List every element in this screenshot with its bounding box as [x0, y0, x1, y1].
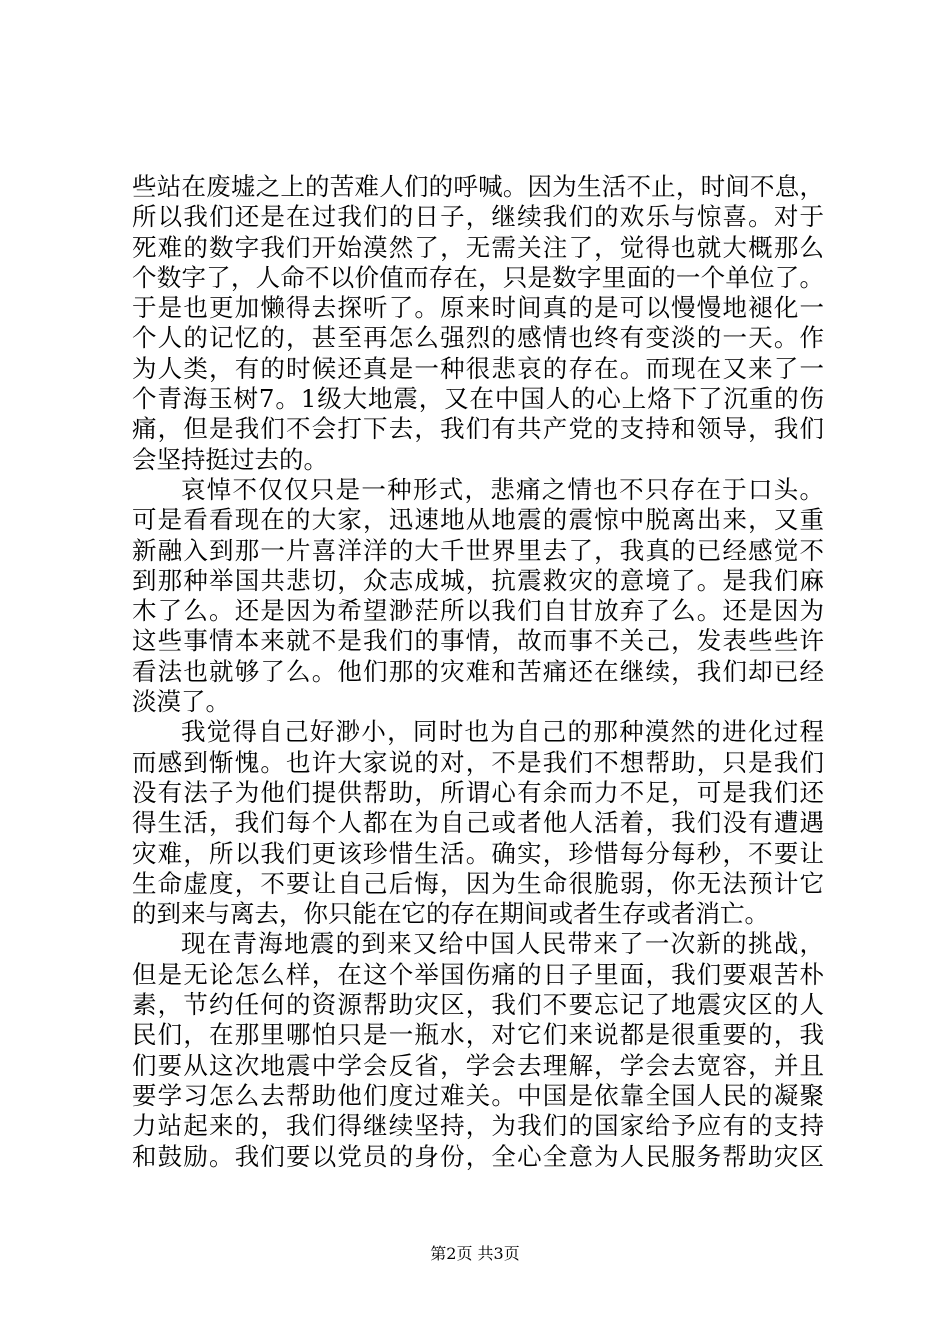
page-footer: 第2页 共3页	[430, 1244, 520, 1263]
text-line: 可是看看现在的大家，迅速地从地震的震惊中脱离出来，又重	[132, 505, 824, 535]
text-line: 和鼓励。我们要以党员的身份，全心全意为人民服务帮助灾区	[132, 1141, 824, 1171]
paragraph	[132, 929, 824, 1171]
text-line: 我觉得自己好渺小，同时也为自己的那种漠然的进化过程	[181, 717, 824, 747]
text-line: 个青海玉树7。1级大地震，又在中国人的心上烙下了沉重的伤	[132, 384, 824, 414]
paragraph	[132, 717, 824, 929]
text-line: 没有法子为他们提供帮助，所谓心有余而力不足，可是我们还	[132, 777, 824, 807]
text-line: 淡漠了。	[132, 687, 230, 717]
text-line: 看法也就够了么。他们那的灾难和苦痛还在继续，我们却已经	[132, 656, 824, 686]
paragraph	[132, 172, 824, 475]
text-line: 为人类，有的时候还真是一种很悲哀的存在。而现在又来了一	[132, 353, 824, 383]
text-line: 素，节约任何的资源帮助灾区，我们不要忘记了地震灾区的人	[132, 990, 824, 1020]
text-line: 民们，在那里哪怕只是一瓶水，对它们来说都是很重要的，我	[132, 1020, 824, 1050]
text-line: 个人的记忆的，甚至再怎么强烈的感情也终有变淡的一天。作	[132, 323, 824, 353]
text-line: 要学习怎么去帮助他们度过难关。中国是依靠全国人民的凝聚	[132, 1080, 824, 1110]
document-body	[132, 172, 824, 1172]
text-line: 现在青海地震的到来又给中国人民带来了一次新的挑战，	[181, 929, 824, 959]
text-line: 这些事情本来就不是我们的事情，故而事不关己，发表些些许	[132, 626, 824, 656]
text-line: 而感到惭愧。也许大家说的对，不是我们不想帮助，只是我们	[132, 747, 824, 777]
text-line: 些站在废墟之上的苦难人们的呼喊。因为生活不止，时间不息，	[132, 172, 824, 201]
paragraph	[132, 475, 824, 717]
text-line: 得生活，我们每个人都在为自己或者他人活着，我们没有遭遇	[132, 808, 824, 838]
text-line: 所以我们还是在过我们的日子，继续我们的欢乐与惊喜。对于	[132, 202, 824, 232]
text-line: 但是无论怎么样，在这个举国伤痛的日子里面，我们要艰苦朴	[132, 959, 824, 989]
text-line: 生命虚度，不要让自己后悔，因为生命很脆弱，你无法预计它	[132, 868, 824, 898]
text-line: 个数字了，人命不以价值而存在，只是数字里面的一个单位了。	[132, 262, 824, 292]
text-line: 新融入到那一片喜洋洋的大千世界里去了，我真的已经感觉不	[132, 535, 824, 565]
text-line: 会坚持挺过去的。	[132, 444, 328, 474]
text-line: 痛，但是我们不会打下去，我们有共产党的支持和领导，我们	[132, 414, 824, 444]
text-line: 灾难，所以我们更该珍惜生活。确实，珍惜每分每秒，不要让	[132, 838, 824, 868]
text-line: 于是也更加懒得去探听了。原来时间真的是可以慢慢地褪化一	[132, 293, 824, 323]
text-line: 木了么。还是因为希望渺茫所以我们自甘放弃了么。还是因为	[132, 596, 824, 626]
text-line: 力站起来的，我们得继续坚持，为我们的国家给予应有的支持	[132, 1111, 824, 1141]
text-line: 哀悼不仅仅只是一种形式，悲痛之情也不只存在于口头。	[181, 474, 824, 504]
text-line: 到那种举国共悲切，众志成城，抗震救灾的意境了。是我们麻	[132, 565, 824, 595]
text-line: 死难的数字我们开始漠然了，无需关注了，觉得也就大概那么	[132, 232, 824, 262]
text-line: 的到来与离去，你只能在它的存在期间或者生存或者消亡。	[132, 899, 769, 929]
text-line: 们要从这次地震中学会反省，学会去理解，学会去宽容，并且	[132, 1050, 824, 1080]
